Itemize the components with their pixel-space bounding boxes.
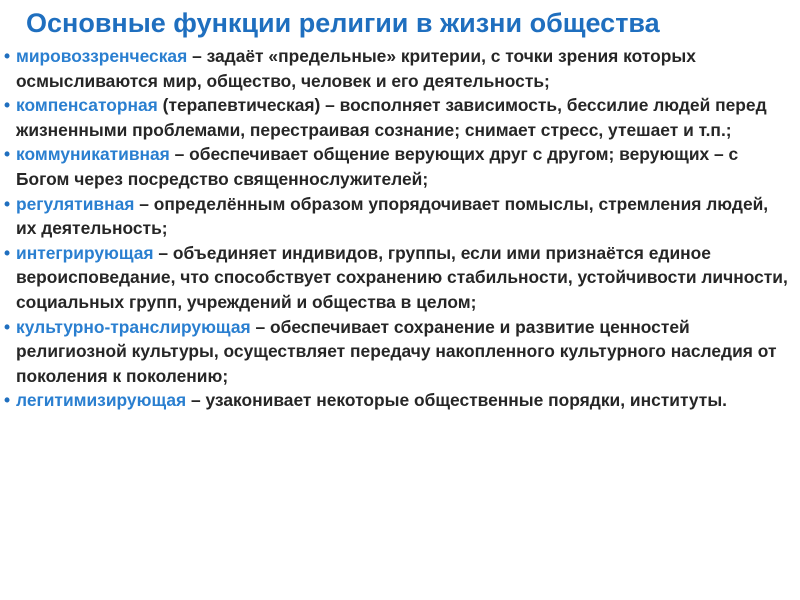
bullet-icon: • bbox=[4, 144, 11, 165]
function-description: – определённым образом упорядочивает помыслы, стремления людей, их деятельность; bbox=[16, 193, 769, 239]
function-term: культурно-транслирующая bbox=[16, 316, 251, 337]
list-item-communicative bbox=[4, 142, 790, 191]
functions-list bbox=[4, 44, 790, 413]
list-item-worldview bbox=[4, 44, 790, 93]
list-item-cultural-transmitting bbox=[4, 315, 790, 389]
function-description: – объединяет индивидов, группы, если ими признаётся единое вероисповедание, что способствует сохранению стабильности, устойчивости личности, социальных групп, учреждений и общества в целом; bbox=[16, 242, 788, 312]
bullet-icon: • bbox=[4, 193, 11, 214]
function-description: – узаконивает некоторые общественные порядки, институты. bbox=[186, 390, 728, 411]
function-description: – обеспечивает сохранение и развитие ценностей религиозной культуры, осуществляет передачу накопленного культурного наследия от поколения к поколению; bbox=[16, 316, 777, 386]
function-term: легитимизирующая bbox=[16, 390, 187, 411]
function-term: компенсаторная bbox=[16, 95, 158, 116]
function-term: регулятивная bbox=[16, 193, 135, 214]
function-term: интегрирующая bbox=[16, 242, 154, 263]
function-term: мировоззренческая bbox=[16, 46, 188, 66]
list-item-compensatory bbox=[4, 93, 790, 142]
function-description: – задаёт «предельные» критерии, с точки зрения которых осмысливаются мир, общество, человек и его деятельность; bbox=[16, 46, 696, 91]
list-item-integrative bbox=[4, 241, 790, 315]
function-term: коммуникативная bbox=[16, 144, 170, 165]
bullet-icon: • bbox=[4, 242, 11, 263]
list-item-regulative bbox=[4, 192, 790, 241]
function-description: – обеспечивает общение верующих друг с другом; верующих – с Богом через посредство священнослужителей; bbox=[16, 144, 739, 189]
bullet-icon: • bbox=[4, 390, 11, 411]
function-description: (терапевтическая) – восполняет зависимость, бессилие людей перед жизненными проблемами, перестраивая сознание; снимает стресс, утешает и т.п.; bbox=[16, 95, 767, 140]
bullet-icon: • bbox=[4, 316, 11, 337]
bullet-icon: • bbox=[4, 95, 11, 116]
list-item-legitimizing bbox=[4, 388, 790, 413]
bullet-icon: • bbox=[4, 46, 11, 66]
slide-title: Основные функции религии в жизни общества bbox=[26, 8, 660, 38]
